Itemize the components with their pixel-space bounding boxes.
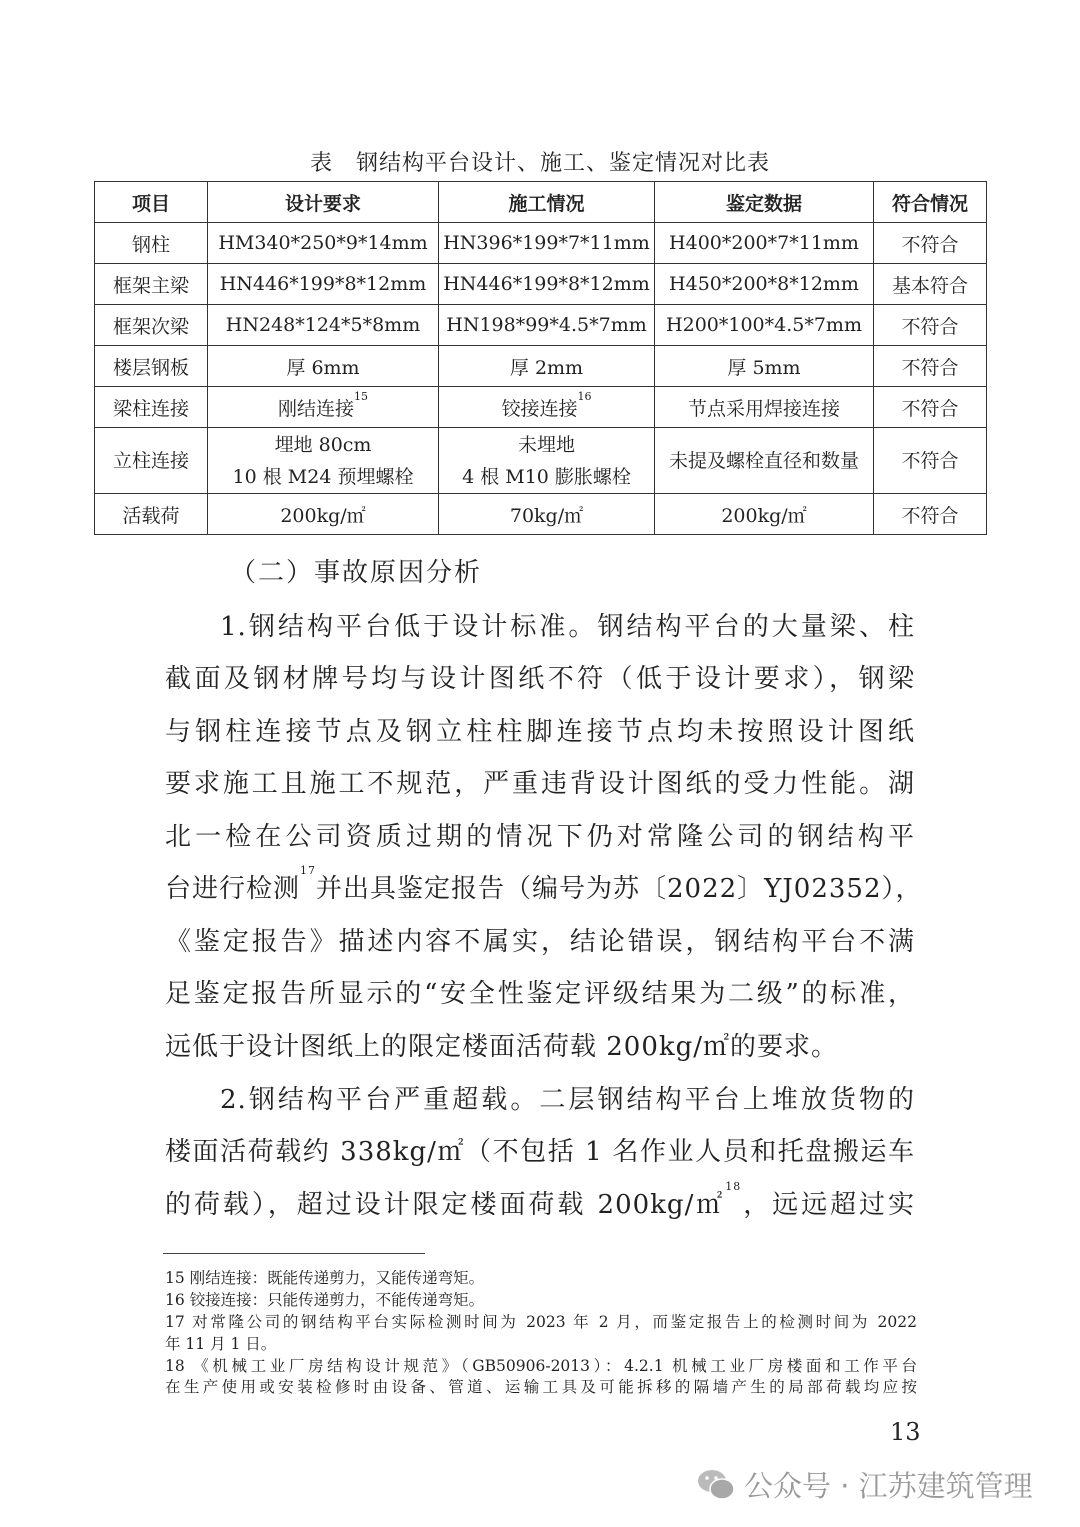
text: 的荷载），超过设计限定楼面荷载 200kg/㎡	[165, 1190, 726, 1220]
table-row	[95, 305, 987, 346]
table-cell	[439, 223, 655, 264]
table-cell	[655, 223, 874, 264]
body-line: 《鉴定报告》描述内容不属实，结论错误，钢结构平台不满	[165, 927, 915, 957]
table-cell	[95, 264, 208, 305]
cell-text: 框架主梁	[112, 274, 189, 297]
table-cell	[208, 428, 439, 494]
footnote: 16 铰接连接：只能传递剪力，不能传递弯矩。	[165, 1291, 485, 1309]
header-cell: 符合情况	[874, 182, 987, 223]
cell-text: 不符合	[901, 356, 959, 379]
table-cell	[95, 223, 208, 264]
body-line: 截面及钢材牌号均与设计图纸不符（低于设计要求），钢梁	[165, 664, 915, 694]
cell-text: 4 根 M10 膨胀螺栓	[462, 465, 631, 488]
table-cell	[655, 428, 874, 494]
footnote-ref: 16	[577, 389, 592, 403]
table-row	[95, 346, 987, 387]
table-cell	[874, 346, 987, 387]
table-cell	[874, 494, 987, 535]
cell-text: 70kg/㎡	[509, 504, 584, 527]
header-cell: 设计要求	[208, 182, 439, 223]
body-line	[165, 864, 923, 905]
header-cell: 施工情况	[439, 182, 655, 223]
body-line: 与钢柱连接节点及钢立柱柱脚连接节点均未按照设计图纸	[165, 717, 915, 747]
table-cell	[439, 346, 655, 387]
cell-text: 节点采用焊接连接	[687, 397, 840, 420]
cell-text: 厚 5mm	[727, 356, 801, 379]
cell-text: 梁柱连接	[112, 397, 189, 420]
wechat-icon	[696, 1467, 736, 1503]
body-line: 楼面活荷载约 338kg/㎡（不包括 1 名作业人员和托盘搬运车	[165, 1137, 915, 1167]
table-cell	[208, 305, 439, 346]
table-cell	[439, 494, 655, 535]
cell-text: 200kg/㎡	[721, 504, 807, 527]
cell-text: 刚结连接	[277, 397, 354, 420]
body-line: 1.钢结构平台低于设计标准。钢结构平台的大量梁、柱	[220, 612, 915, 642]
table-cell	[95, 428, 208, 494]
section-title: （二）事故原因分析	[230, 558, 483, 588]
table-cell	[874, 264, 987, 305]
cell-text: 未埋地	[517, 433, 575, 456]
table-header-row	[95, 182, 987, 223]
text: 并出具鉴定报告（编号为苏〔2022〕YJ02352），	[316, 874, 923, 904]
cell-text: 不符合	[901, 504, 959, 527]
table-cell	[208, 264, 439, 305]
cell-text: 埋地 80cm	[274, 433, 372, 456]
footnote: 年 11 月 1 日。	[165, 1335, 277, 1353]
cell-text: H400*200*7*11mm	[669, 232, 859, 254]
text: ，远远超过实	[741, 1190, 915, 1220]
table-cell	[208, 387, 439, 428]
table-cell	[874, 387, 987, 428]
body-line: 远低于设计图纸上的限定楼面活荷载 200kg/㎡的要求。	[165, 1032, 839, 1062]
cell-text: HN248*124*5*8mm	[225, 314, 421, 336]
footnote-divider	[163, 1253, 425, 1254]
cell-text: 不符合	[901, 449, 959, 472]
cell-text: 未提及螺栓直径和数量	[668, 449, 859, 472]
table-cell	[439, 305, 655, 346]
cell-text: 框架次梁	[112, 315, 189, 338]
cell-text: 活载荷	[122, 504, 180, 527]
table-cell	[874, 223, 987, 264]
table-cell	[95, 346, 208, 387]
table-cell	[655, 264, 874, 305]
cell-text: 钢柱	[131, 233, 170, 256]
table-row	[95, 494, 987, 535]
table-cell	[95, 305, 208, 346]
footnote: 在生产使用或安装检修时由设备、管道、运输工具及可能拆移的隔墙产生的局部荷载均应按	[165, 1378, 917, 1396]
table-cell	[655, 305, 874, 346]
header-cell: 项目	[95, 182, 208, 223]
table-row	[95, 223, 987, 264]
table-cell	[439, 264, 655, 305]
table-row	[95, 387, 987, 428]
body-line	[165, 1180, 915, 1221]
body-line: 2.钢结构平台严重超载。二层钢结构平台上堆放货物的	[220, 1085, 915, 1115]
cell-text: 厚 6mm	[286, 356, 360, 379]
cell-text: 立柱连接	[112, 449, 189, 472]
table-cell	[208, 223, 439, 264]
footnote: 17 对常隆公司的钢结构平台实际检测时间为 2023 年 2 月，而鉴定报告上的检测时间为 2022	[165, 1313, 917, 1331]
cell-text: 铰接连接	[501, 397, 578, 420]
table-cell	[655, 387, 874, 428]
cell-text: 不符合	[901, 233, 959, 256]
cell-text: 不符合	[901, 315, 959, 338]
table-row	[95, 264, 987, 305]
footnote-ref: 15	[354, 389, 368, 403]
cell-text: 楼层钢板	[112, 356, 189, 379]
table-cell	[655, 494, 874, 535]
table-row	[95, 428, 987, 494]
table-cell	[874, 305, 987, 346]
table-caption: 表 钢结构平台设计、施工、鉴定情况对比表	[309, 151, 770, 176]
cell-text: 200kg/㎡	[280, 504, 366, 527]
table-cell	[439, 428, 655, 494]
comparison-table	[94, 181, 987, 535]
table-cell	[208, 494, 439, 535]
cell-text: HN446*199*8*12mm	[443, 273, 650, 295]
cell-text: HM340*250*9*14mm	[218, 232, 428, 254]
table-cell	[874, 428, 987, 494]
cell-text: HN198*99*4.5*7mm	[446, 314, 647, 336]
table-cell	[95, 494, 208, 535]
cell-text: HN446*199*8*12mm	[219, 273, 427, 295]
footnote: 18 《机械工业厂房结构设计规范》（GB50906-2013）：4.2.1 机械工业厂房楼面和工作平台	[165, 1357, 917, 1375]
table-cell	[655, 346, 874, 387]
body-line: 足鉴定报告所显示的“安全性鉴定评级结果为二级”的标准，	[165, 979, 915, 1009]
cell-text: 厚 2mm	[509, 356, 584, 379]
watermark	[696, 1464, 1033, 1505]
cell-text: HN396*199*7*11mm	[443, 232, 650, 254]
footnote: 15 刚结连接：既能传递剪力，又能传递弯矩。	[165, 1269, 485, 1287]
page-number: 13	[890, 1418, 921, 1446]
table-cell	[208, 346, 439, 387]
body-line: 要求施工且施工不规范，严重违背设计图纸的受力性能。湖	[165, 769, 915, 799]
watermark-text: 公众号 · 江苏建筑管理	[744, 1469, 1033, 1503]
footnote-ref: 18	[725, 1180, 742, 1193]
cell-text: 10 根 M24 预埋螺栓	[232, 465, 414, 488]
cell-text: H200*100*4.5*7mm	[666, 314, 862, 336]
cell-text: H450*200*8*12mm	[669, 273, 859, 295]
cell-text: 基本符合	[891, 274, 968, 297]
cell-text: 不符合	[901, 397, 959, 420]
table-cell	[439, 387, 655, 428]
table-cell	[95, 387, 208, 428]
header-cell: 鉴定数据	[655, 182, 874, 223]
text: 台进行检测	[165, 874, 301, 904]
footnote-ref: 17	[300, 864, 317, 877]
body-line: 北一检在公司资质过期的情况下仍对常隆公司的钢结构平	[165, 822, 915, 852]
